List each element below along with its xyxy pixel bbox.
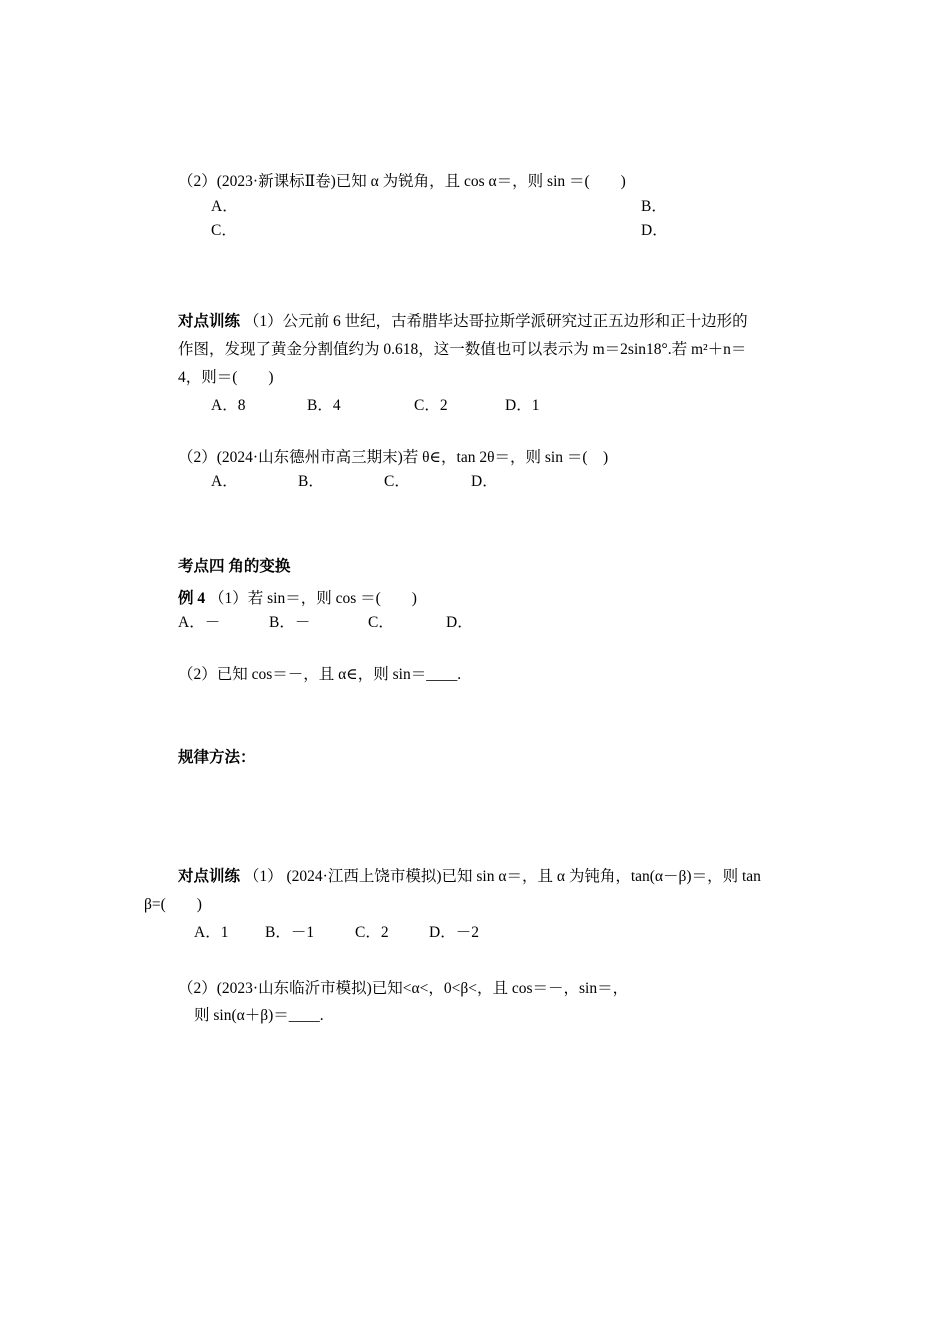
drill2-q1-line1 <box>178 867 761 887</box>
drill1-q1-line2: 作图，发现了黄金分割值约为 0.618，这一数值也可以表示为 m＝2sin18°.若 m²＋n＝ <box>178 341 747 358</box>
drill2-q1-option-b: B．－1 <box>265 924 315 941</box>
drill1-q2-stem: （2）(2024·山东德州市高三期末)若 θ∈，tan 2θ＝，则 sin ＝( ) <box>178 449 609 466</box>
drill1-q1-option-b: B．4 <box>307 397 341 414</box>
section4-title: 考点四 角的变换 <box>178 558 291 575</box>
ex4-q1-option-d: D． <box>446 614 473 631</box>
ex4-q1-option-b: B．－ <box>269 614 311 631</box>
drill1-q1-option-c: C．2 <box>414 397 448 414</box>
example4-q1-stem: （1）若 sin＝，则 cos ＝( ) <box>209 590 417 607</box>
q2-2023-stem: （2）(2023·新课标Ⅱ卷)已知 α 为锐角，且 cos α＝，则 sin ＝( ) <box>178 173 626 190</box>
drill2-q1-text1: （1） (2024·江西上饶市模拟)已知 sin α＝，且 α 为钝角，tan(α－β)＝，则 tan <box>243 868 761 885</box>
drill2-label: 对点训练 <box>178 868 241 885</box>
drill1-q2-option-b: B． <box>298 473 324 490</box>
drill2-q1-option-c: C．2 <box>355 924 389 941</box>
drill2-q1-line2: β=( ) <box>144 896 202 913</box>
drill1-q1-option-a: A．8 <box>211 397 246 414</box>
drill1-q1-option-d: D．1 <box>505 397 540 414</box>
q2-2023-option-c: C． <box>211 222 237 239</box>
example4-line <box>178 589 417 609</box>
ex4-q2-stem: （2）已知 cos＝－，且 α∈，则 sin＝____. <box>178 666 462 683</box>
q2-2023-option-a: A． <box>211 198 238 215</box>
drill1-q2-option-d: D． <box>471 473 498 490</box>
drill1-q1-line3: 4，则＝( ) <box>178 369 274 386</box>
drill2-q1-option-a: A．1 <box>194 924 229 941</box>
example4-label: 例 4 <box>178 590 206 607</box>
drill2-q2-line1: （2）(2023·山东临沂市模拟)已知<α<，0<β<，且 cos＝－，sin＝， <box>178 980 629 997</box>
ex4-q1-option-a: A．－ <box>178 614 221 631</box>
drill2-q2-line2: 则 sin(α＋β)＝____. <box>194 1007 324 1024</box>
drill1-q1-text1: （1）公元前 6 世纪，古希腊毕达哥拉斯学派研究过正五边形和正十边形的 <box>243 313 748 330</box>
drill1-label: 对点训练 <box>178 313 241 330</box>
ex4-q1-option-c: C． <box>368 614 394 631</box>
drill1-q1-line1 <box>178 312 748 332</box>
q2-2023-option-d: D． <box>641 222 668 239</box>
drill1-q2-option-a: A． <box>211 473 238 490</box>
method-label: 规律方法： <box>178 749 256 766</box>
drill2-q1-option-d: D．－2 <box>429 924 479 941</box>
drill1-q2-option-c: C． <box>384 473 410 490</box>
q2-2023-option-b: B． <box>641 198 667 215</box>
